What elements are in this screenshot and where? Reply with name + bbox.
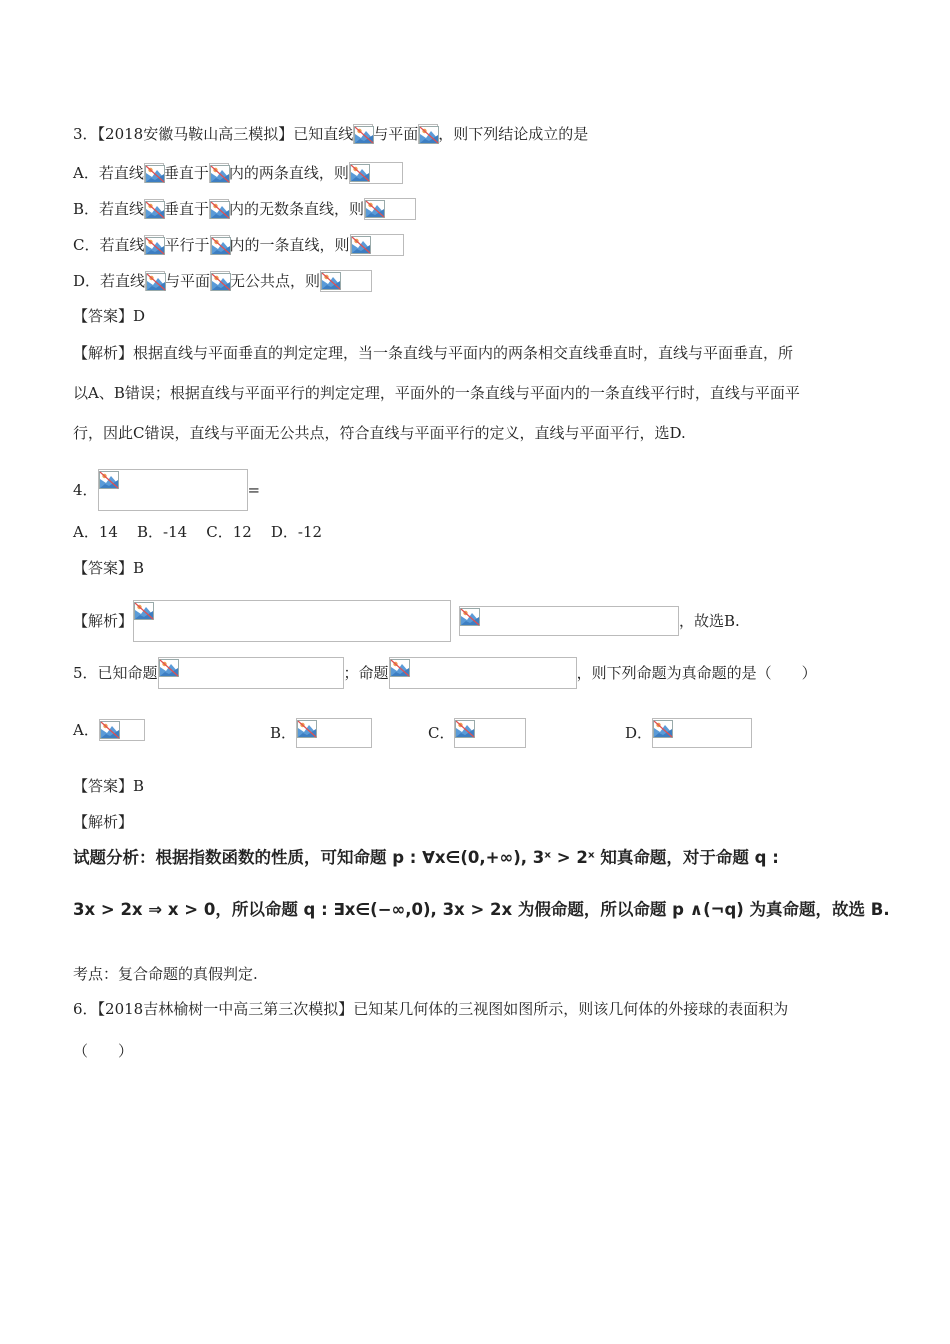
broken-image-icon [349, 162, 403, 184]
broken-image-icon [459, 606, 679, 636]
q6-stem: 6．【2018吉林榆树一中高三第三次模拟】已知某几何体的三视图如图所示，则该几何体的外接球的表面积为 [73, 1000, 789, 1018]
q5-analysis-math-line2: 3x > 2x ⇒ x > 0，所以命题 q : ∃x∈(−∞,0), 3x > 2x 为假命题，所以命题 p ∧(¬q) 为真命题，故选 B. [73, 900, 890, 919]
q3-stem: 3．【2018安徽马鞍山高三模拟】已知直线 与平面 ，则下列结论成立的是 [73, 125, 589, 143]
broken-image-icon [158, 657, 344, 689]
broken-image-icon [296, 718, 372, 748]
broken-image-icon [364, 198, 416, 220]
broken-image-icon [144, 199, 164, 219]
q5-kaodian: 考点：复合命题的真假判定. [73, 965, 258, 983]
broken-image-icon [133, 600, 451, 642]
broken-image-icon [99, 719, 145, 741]
broken-image-icon [209, 199, 229, 219]
broken-image-icon [418, 124, 438, 144]
q3-analysis-line3: 行，因此C错误，直线与平面无公共点，符合直线与平面平行的定义，直线与平面平行，选D. [73, 424, 686, 442]
broken-image-icon [209, 163, 229, 183]
broken-image-icon [145, 271, 165, 291]
q5-stem: 5．已知命题 ；命题 ，则下列命题为真命题的是（ ） [73, 657, 817, 679]
q3-analysis-line1: 【解析】根据直线与平面垂直的判定定理，当一条直线与平面内的两条相交直线垂直时，直线与平面垂直，所 [73, 344, 794, 362]
broken-image-icon [210, 235, 230, 255]
q4-stem: 4． = [73, 469, 260, 491]
q5-option-d: D． [625, 718, 752, 740]
broken-image-icon [353, 124, 373, 144]
q4-analysis: 【解析】 ，故选B. [73, 600, 740, 622]
broken-image-icon [454, 718, 526, 748]
q4-options: A．14 B．-14 C．12 D．-12 [73, 523, 323, 541]
q3-option-a: A．若直线 垂直于 内的两条直线，则 [73, 161, 403, 183]
broken-image-icon [350, 234, 404, 256]
q3-analysis-line2: 以A、B错误；根据直线与平面平行的判定定理，平面外的一条直线与平面内的一条直线平行时，直线与平面平 [73, 384, 800, 402]
broken-image-icon [98, 469, 248, 511]
q5-option-b: B． [270, 718, 372, 740]
q3-option-c: C．若直线 平行于 内的一条直线，则 [73, 233, 404, 255]
q3-option-b: B．若直线 垂直于 内的无数条直线，则 [73, 197, 416, 219]
q5-option-c: C． [428, 718, 526, 740]
broken-image-icon [652, 718, 752, 748]
q3-answer: 【答案】D [73, 307, 146, 325]
broken-image-icon [320, 270, 372, 292]
q5-option-a: A． [73, 718, 145, 740]
broken-image-icon [389, 657, 577, 689]
q5-answer: 【答案】B [73, 777, 145, 795]
q5-analysis-label: 【解析】 [73, 813, 134, 831]
q5-analysis-math-line1: 试题分析：根据指数函数的性质，可知命题 p : ∀x∈(0,+∞), 3ˣ > 2ˣ 知真命题，对于命题 q : [73, 848, 779, 867]
q3-option-d: D．若直线 与平面 无公共点，则 [73, 269, 372, 291]
q4-answer: 【答案】B [73, 559, 145, 577]
broken-image-icon [210, 271, 230, 291]
broken-image-icon [144, 235, 164, 255]
q6-answer-blank: （ ） [73, 1042, 134, 1060]
broken-image-icon [144, 163, 164, 183]
